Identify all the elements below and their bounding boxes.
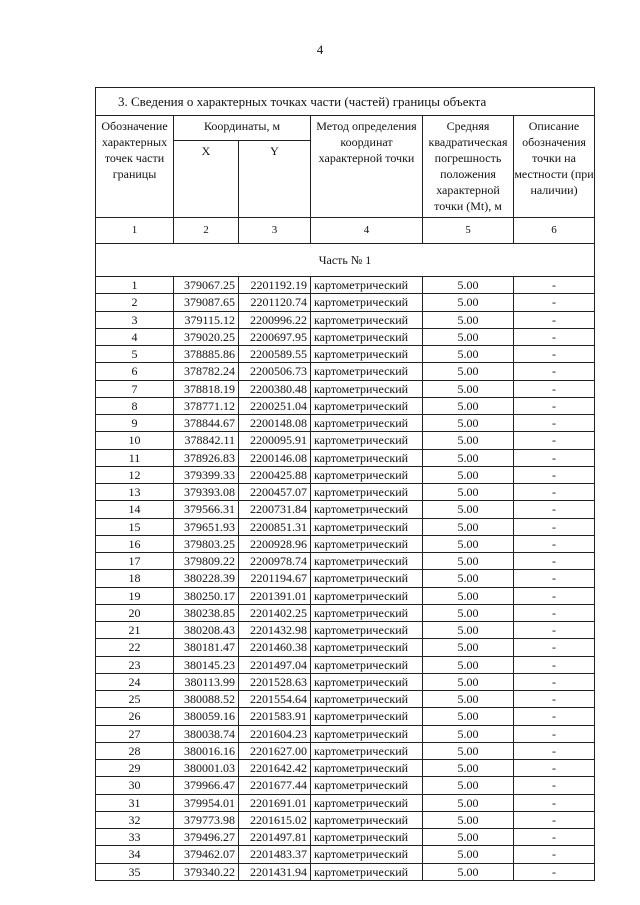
description-cell: -: [514, 294, 595, 311]
accuracy-cell: 5.00: [423, 587, 514, 604]
table-row: [96, 484, 595, 501]
accuracy-cell: 5.00: [423, 518, 514, 535]
method-cell: картометрический: [311, 553, 423, 570]
coordinate-x: 379393.08: [174, 484, 239, 501]
accuracy-cell: 5.00: [423, 397, 514, 414]
coordinate-x: 379966.47: [174, 777, 239, 794]
coordinate-x: 378844.67: [174, 415, 239, 432]
accuracy-cell: 5.00: [423, 760, 514, 777]
point-number: 21: [96, 622, 174, 639]
boundary-points-table: [95, 87, 595, 881]
table-row: [96, 553, 595, 570]
accuracy-cell: 5.00: [423, 363, 514, 380]
point-number: 32: [96, 811, 174, 828]
point-number: 18: [96, 570, 174, 587]
accuracy-cell: 5.00: [423, 725, 514, 742]
method-cell: картометрический: [311, 484, 423, 501]
accuracy-cell: 5.00: [423, 328, 514, 345]
coordinate-y: 2201194.67: [239, 570, 311, 587]
method-cell: картометрический: [311, 518, 423, 535]
accuracy-cell: 5.00: [423, 432, 514, 449]
accuracy-cell: 5.00: [423, 415, 514, 432]
header-designation: Обозначение характерных точек части границы: [96, 116, 174, 218]
coordinate-x: 380016.16: [174, 742, 239, 759]
method-cell: картометрический: [311, 346, 423, 363]
accuracy-cell: 5.00: [423, 673, 514, 690]
point-number: 30: [96, 777, 174, 794]
coordinate-x: 378782.24: [174, 363, 239, 380]
column-number: 6: [514, 218, 595, 244]
coordinate-x: 380145.23: [174, 656, 239, 673]
coordinate-x: 380113.99: [174, 673, 239, 690]
point-number: 34: [96, 846, 174, 863]
method-cell: картометрический: [311, 535, 423, 552]
table-row: [96, 397, 595, 414]
table-row: [96, 518, 595, 535]
accuracy-cell: 5.00: [423, 863, 514, 880]
method-cell: картометрический: [311, 639, 423, 656]
method-cell: картометрический: [311, 811, 423, 828]
table-row: [96, 277, 595, 294]
points-table-body: [96, 277, 595, 881]
description-cell: -: [514, 846, 595, 863]
coordinate-y: 2200251.04: [239, 397, 311, 414]
description-cell: -: [514, 794, 595, 811]
coordinate-y: 2200095.91: [239, 432, 311, 449]
coordinate-y: 2201627.00: [239, 742, 311, 759]
coordinate-y: 2201691.01: [239, 794, 311, 811]
table-row: [96, 311, 595, 328]
coordinate-y: 2201431.94: [239, 863, 311, 880]
table-row: [96, 777, 595, 794]
coordinate-x: 378926.83: [174, 449, 239, 466]
accuracy-cell: 5.00: [423, 449, 514, 466]
point-number: 8: [96, 397, 174, 414]
method-cell: картометрический: [311, 863, 423, 880]
description-cell: -: [514, 708, 595, 725]
point-number: 3: [96, 311, 174, 328]
point-number: 29: [96, 760, 174, 777]
table-row: [96, 794, 595, 811]
table-row: [96, 294, 595, 311]
table-row: [96, 466, 595, 483]
header-coordinates: Координаты, м: [174, 116, 311, 141]
method-cell: картометрический: [311, 604, 423, 621]
table-row: [96, 501, 595, 518]
coordinate-x: 379803.25: [174, 535, 239, 552]
description-cell: -: [514, 760, 595, 777]
method-cell: картометрический: [311, 708, 423, 725]
accuracy-cell: 5.00: [423, 639, 514, 656]
table-row: [96, 570, 595, 587]
point-number: 19: [96, 587, 174, 604]
coordinate-x: 380088.52: [174, 691, 239, 708]
coordinate-y: 2201192.19: [239, 277, 311, 294]
table-row: [96, 639, 595, 656]
coordinate-x: 380250.17: [174, 587, 239, 604]
accuracy-cell: 5.00: [423, 294, 514, 311]
point-number: 17: [96, 553, 174, 570]
coordinate-x: 380228.39: [174, 570, 239, 587]
method-cell: картометрический: [311, 466, 423, 483]
accuracy-cell: 5.00: [423, 484, 514, 501]
coordinate-y: 2201497.04: [239, 656, 311, 673]
table-row: [96, 691, 595, 708]
coordinate-x: 379773.98: [174, 811, 239, 828]
description-cell: -: [514, 397, 595, 414]
point-number: 35: [96, 863, 174, 880]
table-row: [96, 708, 595, 725]
table-row: [96, 432, 595, 449]
description-cell: -: [514, 328, 595, 345]
point-number: 1: [96, 277, 174, 294]
description-cell: -: [514, 622, 595, 639]
method-cell: картометрический: [311, 363, 423, 380]
method-cell: картометрический: [311, 311, 423, 328]
coordinate-x: 380059.16: [174, 708, 239, 725]
accuracy-cell: 5.00: [423, 466, 514, 483]
point-number: 2: [96, 294, 174, 311]
coordinate-y: 2201615.02: [239, 811, 311, 828]
coordinate-y: 2200425.88: [239, 466, 311, 483]
description-cell: -: [514, 691, 595, 708]
point-number: 9: [96, 415, 174, 432]
description-cell: -: [514, 466, 595, 483]
coordinate-y: 2201120.74: [239, 294, 311, 311]
description-cell: -: [514, 553, 595, 570]
table-row: [96, 604, 595, 621]
coordinate-y: 2201402.25: [239, 604, 311, 621]
table-row: [96, 829, 595, 846]
point-number: 14: [96, 501, 174, 518]
coordinate-y: 2201642.42: [239, 760, 311, 777]
point-number: 31: [96, 794, 174, 811]
coordinate-y: 2200731.84: [239, 501, 311, 518]
coordinate-y: 2201583.91: [239, 708, 311, 725]
accuracy-cell: 5.00: [423, 829, 514, 846]
coordinate-y: 2200851.31: [239, 518, 311, 535]
table-row: [96, 328, 595, 345]
point-number: 16: [96, 535, 174, 552]
coordinate-x: 379087.65: [174, 294, 239, 311]
column-number: 1: [96, 218, 174, 244]
method-cell: картометрический: [311, 691, 423, 708]
coordinate-y: 2200380.48: [239, 380, 311, 397]
table-row: [96, 622, 595, 639]
method-cell: картометрический: [311, 432, 423, 449]
coordinate-x: 379115.12: [174, 311, 239, 328]
description-cell: -: [514, 501, 595, 518]
accuracy-cell: 5.00: [423, 708, 514, 725]
header-method: Метод определения координат характерной точки: [311, 116, 423, 218]
coordinate-x: 378771.12: [174, 397, 239, 414]
coordinate-y: 2201432.98: [239, 622, 311, 639]
method-cell: картометрический: [311, 656, 423, 673]
column-number: 2: [174, 218, 239, 244]
method-cell: картометрический: [311, 777, 423, 794]
table-row: [96, 725, 595, 742]
description-cell: -: [514, 673, 595, 690]
page-number: 4: [316, 42, 324, 57]
table-row: [96, 811, 595, 828]
table-row: [96, 673, 595, 690]
coordinate-y: 2200697.95: [239, 328, 311, 345]
header-description: Описание обозначения точки на местности (при наличии): [514, 116, 595, 218]
table-row: [96, 535, 595, 552]
description-cell: -: [514, 639, 595, 656]
method-cell: картометрический: [311, 794, 423, 811]
description-cell: -: [514, 415, 595, 432]
coordinate-y: 2201677.44: [239, 777, 311, 794]
accuracy-cell: 5.00: [423, 794, 514, 811]
point-number: 28: [96, 742, 174, 759]
method-cell: картометрический: [311, 415, 423, 432]
method-cell: картометрический: [311, 829, 423, 846]
point-number: 22: [96, 639, 174, 656]
description-cell: -: [514, 346, 595, 363]
point-number: 10: [96, 432, 174, 449]
coordinate-x: 379496.27: [174, 829, 239, 846]
method-cell: картометрический: [311, 570, 423, 587]
accuracy-cell: 5.00: [423, 501, 514, 518]
accuracy-cell: 5.00: [423, 553, 514, 570]
method-cell: картометрический: [311, 397, 423, 414]
accuracy-cell: 5.00: [423, 570, 514, 587]
accuracy-cell: 5.00: [423, 346, 514, 363]
accuracy-cell: 5.00: [423, 311, 514, 328]
column-number: 4: [311, 218, 423, 244]
coordinate-x: 379399.33: [174, 466, 239, 483]
accuracy-cell: 5.00: [423, 380, 514, 397]
method-cell: картометрический: [311, 760, 423, 777]
point-number: 12: [96, 466, 174, 483]
method-cell: картометрический: [311, 380, 423, 397]
accuracy-cell: 5.00: [423, 811, 514, 828]
accuracy-cell: 5.00: [423, 535, 514, 552]
accuracy-cell: 5.00: [423, 656, 514, 673]
description-cell: -: [514, 811, 595, 828]
point-number: 23: [96, 656, 174, 673]
description-cell: -: [514, 484, 595, 501]
method-cell: картометрический: [311, 277, 423, 294]
coordinate-y: 2201460.38: [239, 639, 311, 656]
description-cell: -: [514, 311, 595, 328]
coordinate-x: 379340.22: [174, 863, 239, 880]
coordinate-y: 2200928.96: [239, 535, 311, 552]
description-cell: -: [514, 570, 595, 587]
accuracy-cell: 5.00: [423, 622, 514, 639]
coordinate-y: 2200978.74: [239, 553, 311, 570]
point-number: 5: [96, 346, 174, 363]
coordinate-x: 379020.25: [174, 328, 239, 345]
description-cell: -: [514, 742, 595, 759]
point-number: 6: [96, 363, 174, 380]
description-cell: -: [514, 363, 595, 380]
table-row: [96, 742, 595, 759]
coordinate-x: 379954.01: [174, 794, 239, 811]
coordinate-y: 2201554.64: [239, 691, 311, 708]
point-number: 11: [96, 449, 174, 466]
method-cell: картометрический: [311, 294, 423, 311]
point-number: 15: [96, 518, 174, 535]
table-row: [96, 846, 595, 863]
accuracy-cell: 5.00: [423, 742, 514, 759]
point-number: 33: [96, 829, 174, 846]
table-row: [96, 346, 595, 363]
coordinate-x: 378885.86: [174, 346, 239, 363]
coordinate-y: 2200146.08: [239, 449, 311, 466]
coordinate-y: 2201604.23: [239, 725, 311, 742]
header-x: X: [174, 141, 239, 218]
coordinate-y: 2200996.22: [239, 311, 311, 328]
coordinate-x: 380181.47: [174, 639, 239, 656]
coordinate-y: 2200506.73: [239, 363, 311, 380]
method-cell: картометрический: [311, 449, 423, 466]
coordinate-y: 2201528.63: [239, 673, 311, 690]
coordinate-y: 2201391.01: [239, 587, 311, 604]
point-number: 7: [96, 380, 174, 397]
point-number: 27: [96, 725, 174, 742]
accuracy-cell: 5.00: [423, 277, 514, 294]
description-cell: -: [514, 863, 595, 880]
column-number: 5: [423, 218, 514, 244]
method-cell: картометрический: [311, 846, 423, 863]
description-cell: -: [514, 777, 595, 794]
coordinate-x: 379566.31: [174, 501, 239, 518]
coordinate-x: 380001.03: [174, 760, 239, 777]
method-cell: картометрический: [311, 587, 423, 604]
description-cell: -: [514, 587, 595, 604]
table-row: [96, 863, 595, 880]
description-cell: -: [514, 535, 595, 552]
point-number: 25: [96, 691, 174, 708]
description-cell: -: [514, 277, 595, 294]
coordinate-y: 2200589.55: [239, 346, 311, 363]
column-number: 3: [239, 218, 311, 244]
coordinate-x: 379809.22: [174, 553, 239, 570]
method-cell: картометрический: [311, 328, 423, 345]
accuracy-cell: 5.00: [423, 777, 514, 794]
method-cell: картометрический: [311, 725, 423, 742]
coordinate-x: 379462.07: [174, 846, 239, 863]
table-row: [96, 415, 595, 432]
coordinate-x: 378842.11: [174, 432, 239, 449]
method-cell: картометрический: [311, 742, 423, 759]
part-label: Часть № 1: [96, 244, 595, 277]
table-row: [96, 449, 595, 466]
description-cell: -: [514, 829, 595, 846]
coordinate-x: 380238.85: [174, 604, 239, 621]
method-cell: картометрический: [311, 501, 423, 518]
table-row: [96, 380, 595, 397]
description-cell: -: [514, 380, 595, 397]
method-cell: картометрический: [311, 622, 423, 639]
coordinate-y: 2200457.07: [239, 484, 311, 501]
coordinate-x: 379651.93: [174, 518, 239, 535]
accuracy-cell: 5.00: [423, 846, 514, 863]
coordinate-x: 380208.43: [174, 622, 239, 639]
accuracy-cell: 5.00: [423, 691, 514, 708]
description-cell: -: [514, 725, 595, 742]
section-title: 3. Сведения о характерных точках части (частей) границы объекта: [96, 88, 595, 116]
accuracy-cell: 5.00: [423, 604, 514, 621]
coordinate-y: 2201483.37: [239, 846, 311, 863]
coordinate-x: 378818.19: [174, 380, 239, 397]
point-number: 20: [96, 604, 174, 621]
header-y: Y: [239, 141, 311, 218]
coordinate-y: 2201497.81: [239, 829, 311, 846]
header-accuracy: Средняя квадратическая погрешность положения характерной точки (Mt), м: [423, 116, 514, 218]
description-cell: -: [514, 604, 595, 621]
point-number: 13: [96, 484, 174, 501]
table-row: [96, 760, 595, 777]
description-cell: -: [514, 518, 595, 535]
description-cell: -: [514, 432, 595, 449]
point-number: 4: [96, 328, 174, 345]
coordinate-x: 379067.25: [174, 277, 239, 294]
coordinate-y: 2200148.08: [239, 415, 311, 432]
description-cell: -: [514, 656, 595, 673]
table-row: [96, 587, 595, 604]
table-row: [96, 363, 595, 380]
table-row: [96, 656, 595, 673]
description-cell: -: [514, 449, 595, 466]
coordinate-x: 380038.74: [174, 725, 239, 742]
point-number: 26: [96, 708, 174, 725]
point-number: 24: [96, 673, 174, 690]
method-cell: картометрический: [311, 673, 423, 690]
